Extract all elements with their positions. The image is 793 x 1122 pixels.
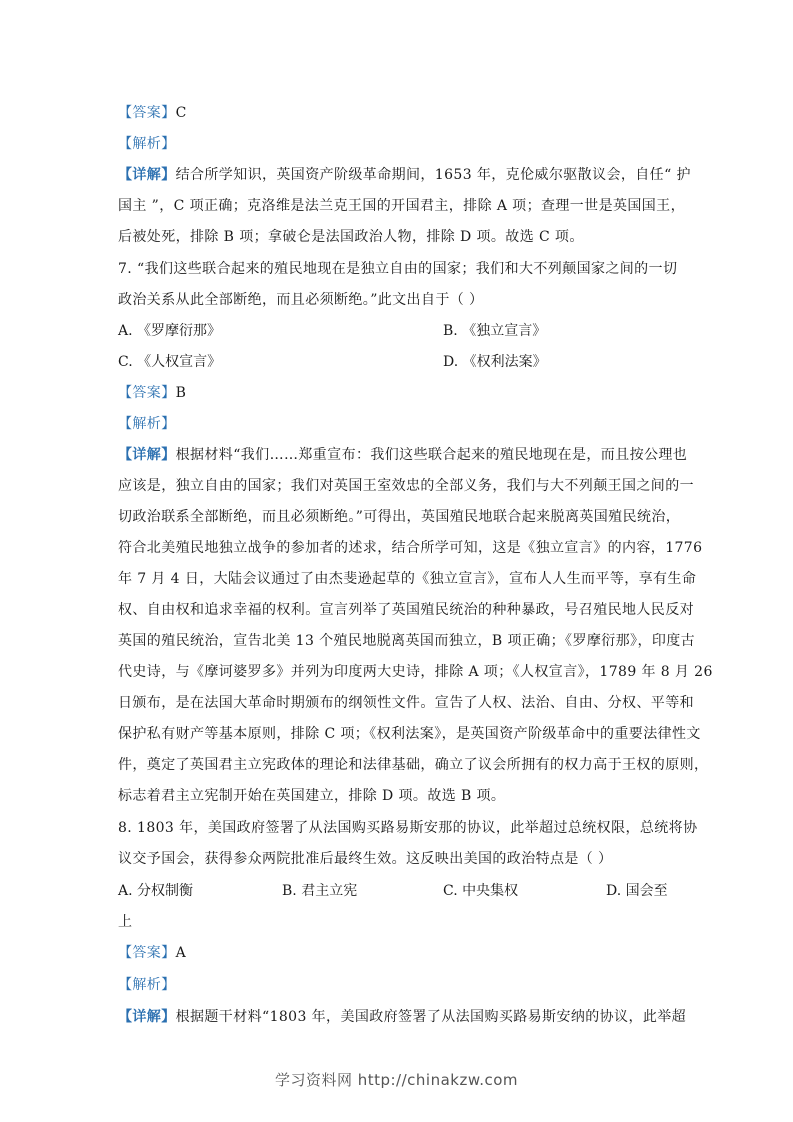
detail-2-line-8: 代史诗，与《摩诃婆罗多》并列为印度两大史诗，排除 A 项；《人权宣言》，1789 年 8 月 26 [118,664,713,680]
detail-2-line-3: 切政治联系全部断绝，而且必须断绝。”可得出，英国殖民地联合起来脱离英国殖民统治， [118,509,681,525]
analysis-heading-1: 【解析】 [118,136,176,152]
detail-2-line-2: 应该是，独立自由的国家；我们对英国王室效忠的全部义务，我们与大不列颠王国之间的一 [118,478,694,494]
answer-line-3: 【答案】A [118,945,187,961]
detail-2-line-10: 保护私有财产等基本原则，排除 C 项；《权利法案》，是英国资产阶级革命中的重要法律性文 [118,726,701,742]
analysis-heading-2: 【解析】 [118,416,176,432]
question-8-line-1: 8. 1803 年，美国政府签署了从法国购买路易斯安那的协议，此举超过总统权限，总统将协 [118,820,698,836]
q8-option-d: D. 国会至 [606,883,668,899]
q7-option-c: C. 《人权宣言》 [118,354,222,370]
answer-line-1: 【答案】C [118,105,187,121]
q8-option-d-wrap: 上 [118,914,132,930]
question-7-line-1: 7. “我们这些联合起来的殖民地现在是独立自由的国家；我们和大不列颠国家之间的一切 [118,261,678,277]
detail-2-line-11: 件，奠定了英国君主立宪政体的理论和法律基础，确立了议会所拥有的权力高于王权的原则， [118,757,709,773]
detail-2-line-6: 权、自由权和追求幸福的权利。宣言列举了英国殖民统治的种种暴政，号召殖民地人民反对 [118,602,694,618]
detail-3-line-1: 【详解】根据题干材料“1803 年，美国政府签署了从法国购买路易斯安纳的协议，此举超 [118,1009,687,1025]
detail-2-line-9: 日颁布，是在法国大革命时期颁布的纲领性文件。宣告了人权、法治、自由、分权、平等和 [118,695,694,711]
detail-2-line-7: 英国的殖民统治，宣告北美 13 个殖民地脱离英国而独立，B 项正确；《罗摩衍那》，印度古 [118,633,696,649]
analysis-heading-3: 【解析】 [118,977,176,993]
question-7-line-2: 政治关系从此全部断绝，而且必须断绝。”此文出自于（ ） [118,292,484,308]
footer-watermark: 学习资料网 http://chinakzw.com [274,1071,519,1089]
q7-option-a: A. 《罗摩衍那》 [118,323,222,339]
q7-option-b: B. 《独立宣言》 [443,323,547,339]
detail-2-line-4: 符合北美殖民地独立战争的参加者的述求，结合所学可知，这是《独立宣言》的内容，1776 [118,540,703,556]
q8-option-a: A. 分权制衡 [118,883,194,899]
answer-line-2: 【答案】B [118,385,187,401]
q8-option-b: B. 君主立宪 [282,883,358,899]
detail-2-line-5: 年 7 月 4 日，大陆会议通过了由杰斐逊起草的《独立宣言》，宣布人人生而平等，享有生命 [118,571,697,587]
detail-1-line-2: 国主 ”，C 项正确；克洛维是法兰克王国的开国君主，排除 A 项；查理一世是英国国王， [118,198,685,214]
detail-1-line-3: 后被处死，排除 B 项；拿破仑是法国政治人物，排除 D 项。故选 C 项。 [118,229,584,245]
q7-option-d: D. 《权利法案》 [443,354,547,370]
question-8-line-2: 议交予国会，获得参众两院批准后最终生效。这反映出美国的政治特点是（ ） [118,851,613,867]
detail-1-line-1: 【详解】结合所学知识，英国资产阶级革命期间，1653 年，克伦威尔驱散议会，自任“ 护 [118,167,691,183]
detail-2-line-1: 【详解】根据材料“我们……郑重宣布：我们这些联合起来的殖民地现在是，而且按公理也 [118,447,688,463]
q8-option-c: C. 中央集权 [443,883,519,899]
detail-2-line-12: 标志着君主立宪制开始在英国建立，排除 D 项。故选 B 项。 [118,788,506,804]
